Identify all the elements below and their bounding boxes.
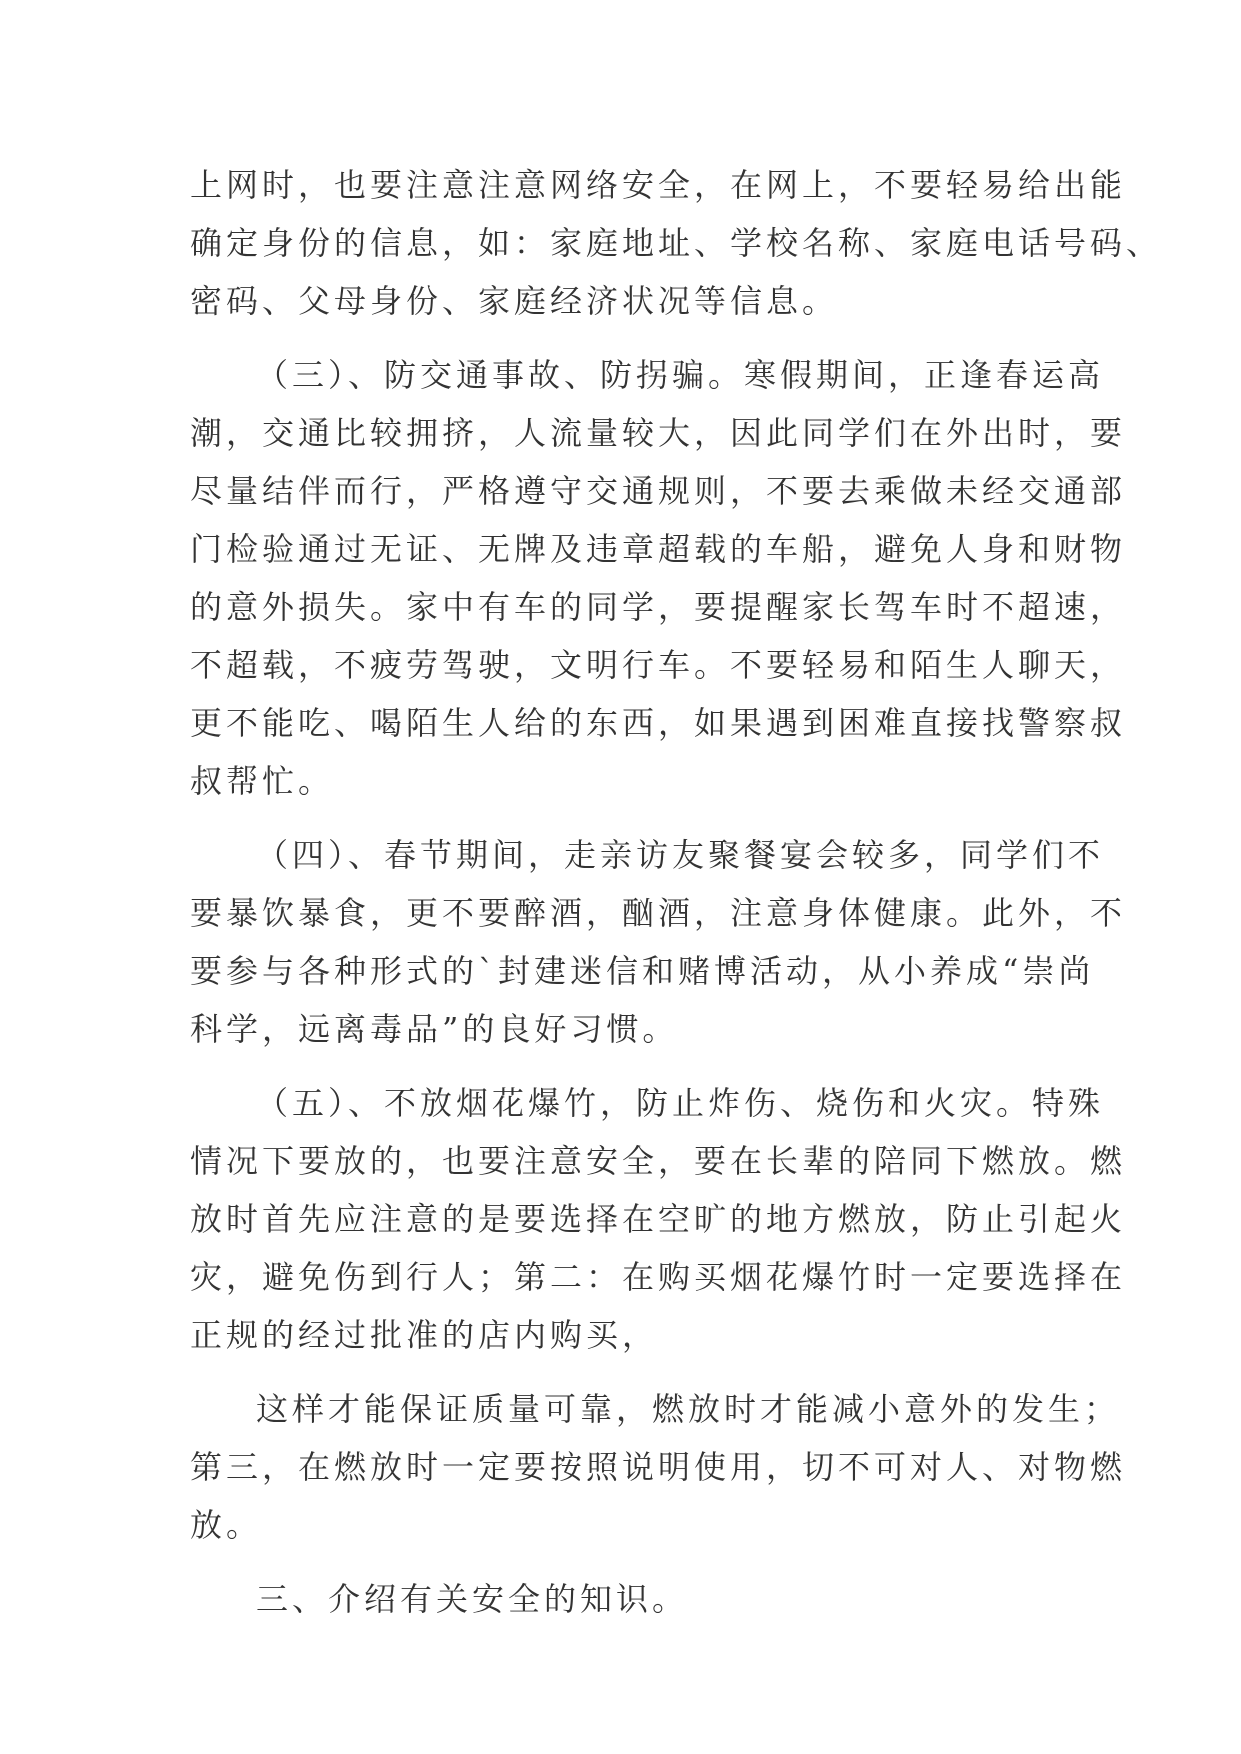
text-line: 潮，交通比较拥挤，人流量较大，因此同学们在外出时，要 [190, 414, 1127, 452]
text-line: 第三，在燃放时一定要按照说明使用，切不可对人、对物燃 [190, 1448, 1127, 1486]
text-line: 不超载，不疲劳驾驶，文明行车。不要轻易和陌生人聊天， [190, 646, 1127, 684]
text-line: 正规的经过批准的店内购买， [190, 1316, 659, 1354]
text-line: 门检验通过无证、无牌及违章超载的车船，避免人身和财物 [190, 530, 1127, 568]
paragraph-traffic-safety [190, 346, 1127, 810]
text-line: 上网时，也要注意注意网络安全，在网上，不要轻易给出能 [190, 166, 1127, 204]
text-line: （三）、防交通事故、防拐骗。寒假期间，正逢春运高 [256, 356, 1105, 394]
text-line: 要暴饮暴食，更不要醉酒，酗酒，注意身体健康。此外，不 [190, 894, 1127, 932]
text-line: 尽量结伴而行，严格遵守交通规则，不要去乘做未经交通部 [190, 472, 1127, 510]
paragraph-spring-festival [190, 826, 1127, 1058]
text-line: 灾，避免伤到行人；第二：在购买烟花爆竹时一定要选择在 [190, 1258, 1127, 1296]
text-line: 科学，远离毒品”的良好习惯。 [190, 1010, 679, 1048]
paragraph-network-safety [190, 156, 1163, 330]
text-line: （四）、春节期间，走亲访友聚餐宴会较多，同学们不 [256, 836, 1105, 874]
document-body [190, 156, 1163, 1644]
text-line: 这样才能保证质量可靠，燃放时才能减小意外的发生； [256, 1390, 1121, 1428]
text-line: 密码、父母身份、家庭经济状况等信息。 [190, 282, 839, 320]
text-line: 要参与各种形式的`封建迷信和赌博活动，从小养成“崇尚 [190, 952, 1095, 990]
paragraph-fireworks-continued [190, 1380, 1127, 1554]
text-line: 情况下要放的，也要注意安全，要在长辈的陪同下燃放。燃 [190, 1142, 1127, 1180]
text-line: （五）、不放烟花爆竹，防止炸伤、烧伤和火灾。特殊 [256, 1084, 1105, 1122]
text-line: 确定身份的信息，如：家庭地址、学校名称、家庭电话号码、 [190, 224, 1163, 262]
text-line: 放时首先应注意的是要选择在空旷的地方燃放，防止引起火 [190, 1200, 1127, 1238]
section-heading-safety-knowledge [190, 1570, 1090, 1628]
text-line: 放。 [190, 1506, 263, 1544]
text-line: 叔帮忙。 [190, 762, 335, 800]
section-heading: 三、介绍有关安全的知识。 [256, 1580, 689, 1618]
paragraph-fireworks [190, 1074, 1127, 1364]
text-line: 的意外损失。家中有车的同学，要提醒家长驾车时不超速， [190, 588, 1127, 626]
text-line: 更不能吃、喝陌生人给的东西，如果遇到困难直接找警察叔 [190, 704, 1127, 742]
